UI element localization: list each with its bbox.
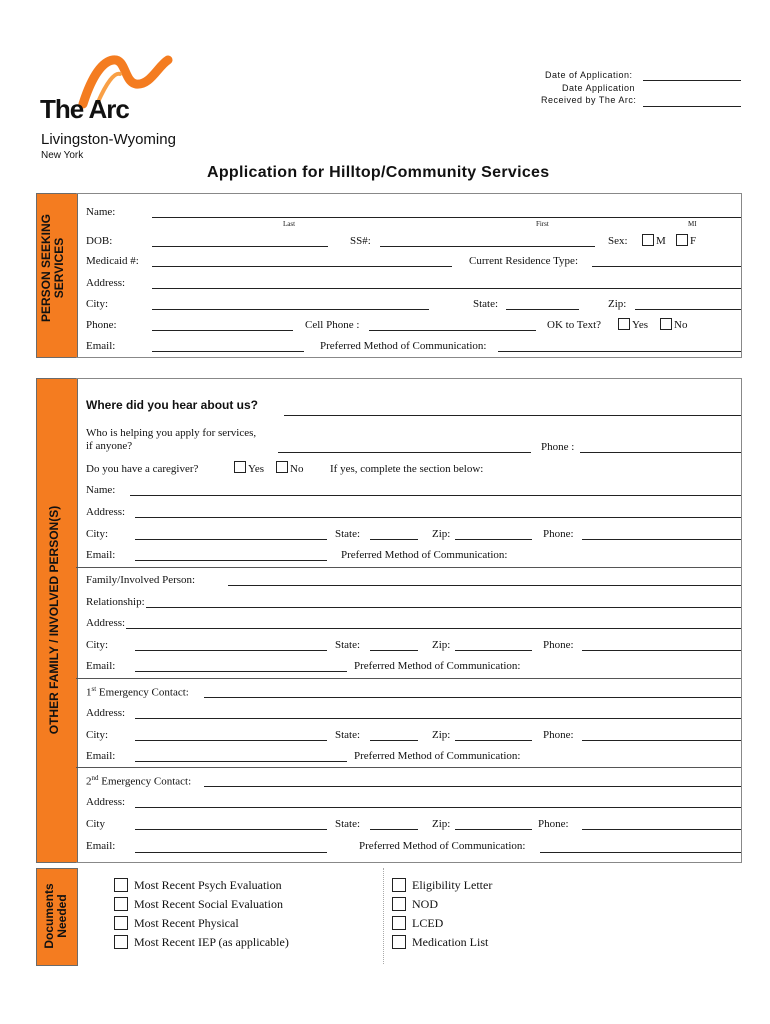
logo-state: New York <box>41 150 84 161</box>
emergency1-zip-label: Zip: <box>432 729 451 741</box>
emergency2-text: Emergency Contact: <box>98 775 192 788</box>
caregiver-preferred-comm-label: Preferred Method of Communication: <box>341 549 508 561</box>
who-helping-phone-field[interactable] <box>580 452 741 453</box>
family-address-field[interactable] <box>126 628 741 629</box>
emergency2-zip-label: Zip: <box>432 818 451 830</box>
zip-field[interactable] <box>635 309 741 310</box>
family-city-field[interactable] <box>135 650 327 651</box>
caregiver-city-label: City: <box>86 528 109 540</box>
emergency1-num: 1 <box>86 686 92 699</box>
name-field[interactable] <box>152 217 741 218</box>
emergency2-state-field[interactable] <box>370 829 418 830</box>
date-of-application-label: Date of Application: <box>545 70 633 80</box>
date-received-field[interactable] <box>643 106 741 107</box>
emergency2-phone-label: Phone: <box>538 818 569 830</box>
doc-physical-label: Most Recent Physical <box>134 916 239 930</box>
emergency2-sup: nd <box>91 774 99 782</box>
doc-iep-checkbox[interactable] <box>114 935 128 949</box>
emergency2-field[interactable] <box>204 786 741 787</box>
sex-m-checkbox[interactable] <box>642 234 654 246</box>
caregiver-zip-field[interactable] <box>455 539 532 540</box>
caregiver-email-label: Email: <box>86 549 116 561</box>
relationship-field[interactable] <box>146 607 741 608</box>
documents-divider <box>383 868 384 964</box>
sex-m-label: M <box>656 235 666 247</box>
family-state-label: State: <box>335 639 361 651</box>
caregiver-question: Do you have a caregiver? <box>86 463 199 475</box>
city-field[interactable] <box>152 309 429 310</box>
caregiver-state-field[interactable] <box>370 539 418 540</box>
family-email-field[interactable] <box>135 671 347 672</box>
ok-to-text-yes-checkbox[interactable] <box>618 318 630 330</box>
address-field[interactable] <box>152 288 741 289</box>
email-label: Email: <box>86 340 116 352</box>
separator-3 <box>76 767 741 768</box>
family-address-label: Address: <box>86 617 126 629</box>
emergency1-phone-label: Phone: <box>543 729 574 741</box>
emergency2-phone-field[interactable] <box>582 829 741 830</box>
doc-nod-checkbox[interactable] <box>392 897 406 911</box>
emergency1-preferred-comm-label: Preferred Method of Communication: <box>354 750 521 762</box>
doc-psych-eval-label: Most Recent Psych Evaluation <box>134 878 282 892</box>
state-field[interactable] <box>506 309 579 310</box>
emergency2-label <box>86 774 191 788</box>
caregiver-email-field[interactable] <box>135 560 327 561</box>
family-involved-label: Family/Involved Person: <box>86 574 196 586</box>
caregiver-yes-checkbox[interactable] <box>234 461 246 473</box>
caregiver-no-label: No <box>290 463 304 475</box>
doc-psych-eval-checkbox[interactable] <box>114 878 128 892</box>
person-seeking-services-tab-label: PERSON SEEKING SERVICES <box>39 213 66 323</box>
if-yes-note: If yes, complete the section below: <box>330 463 484 475</box>
doc-nod-label: NOD <box>412 897 438 911</box>
family-zip-field[interactable] <box>455 650 532 651</box>
emergency1-text: Emergency Contact: <box>96 686 189 699</box>
emergency1-city-label: City: <box>86 729 109 741</box>
where-heard-heading: Where did you hear about us? <box>86 398 259 412</box>
emergency2-email-label: Email: <box>86 840 116 852</box>
state-label: State: <box>473 298 499 310</box>
email-field[interactable] <box>152 351 304 352</box>
emergency2-preferred-comm-field[interactable] <box>540 852 741 853</box>
sex-f-checkbox[interactable] <box>676 234 688 246</box>
emergency2-email-field[interactable] <box>135 852 327 853</box>
caregiver-state-label: State: <box>335 528 361 540</box>
date-received-label-2: Received by The Arc: <box>541 95 637 105</box>
doc-eligibility-letter-label: Eligibility Letter <box>412 878 493 892</box>
ok-to-text-yes-label: Yes <box>632 319 649 331</box>
who-helping-label-2: if anyone? <box>86 440 133 452</box>
caregiver-phone-label: Phone: <box>543 528 574 540</box>
relationship-label: Relationship: <box>86 596 145 608</box>
emergency1-zip-field[interactable] <box>455 740 532 741</box>
logo <box>38 52 198 167</box>
first-caption: First <box>536 220 549 228</box>
who-helping-label-1: Who is helping you apply for services, <box>86 427 257 439</box>
family-email-label: Email: <box>86 660 116 672</box>
mi-caption: MI <box>688 220 697 228</box>
dob-field[interactable] <box>152 246 328 247</box>
cell-phone-field[interactable] <box>369 330 536 331</box>
caregiver-phone-field[interactable] <box>582 539 741 540</box>
emergency2-zip-field[interactable] <box>455 829 532 830</box>
last-caption: Last <box>283 220 296 228</box>
caregiver-name-field[interactable] <box>130 495 741 496</box>
emergency1-phone-field[interactable] <box>582 740 741 741</box>
ss-label: SS#: <box>350 235 371 247</box>
doc-iep-label: Most Recent IEP (as applicable) <box>134 935 289 949</box>
ok-to-text-no-checkbox[interactable] <box>660 318 672 330</box>
documents-needed-tab-label: Documents Needed <box>42 883 69 949</box>
doc-social-eval-label: Most Recent Social Evaluation <box>134 897 283 911</box>
emergency1-sup: st <box>91 685 97 693</box>
doc-physical-checkbox[interactable] <box>114 916 128 930</box>
medicaid-field[interactable] <box>152 266 452 267</box>
emergency2-address-label: Address: <box>86 796 126 808</box>
emergency1-state-label: State: <box>335 729 361 741</box>
doc-lced-checkbox[interactable] <box>392 916 406 930</box>
separator-2 <box>76 678 741 679</box>
preferred-comm-field[interactable] <box>498 351 741 352</box>
ok-to-text-label: OK to Text? <box>547 319 602 331</box>
address-label: Address: <box>86 277 126 289</box>
name-label: Name: <box>86 206 116 218</box>
emergency1-address-label: Address: <box>86 707 126 719</box>
sex-f-label: F <box>690 235 697 247</box>
doc-social-eval-checkbox[interactable] <box>114 897 128 911</box>
caregiver-name-label: Name: <box>86 484 116 496</box>
date-of-application-field[interactable] <box>643 80 741 81</box>
page-title: Application for Hilltop/Community Services <box>207 164 550 181</box>
emergency1-label <box>86 685 189 699</box>
logo-brand: The Arc <box>40 94 129 124</box>
caregiver-zip-label: Zip: <box>432 528 451 540</box>
emergency1-address-field[interactable] <box>135 718 741 719</box>
preferred-comm-label: Preferred Method of Communication: <box>320 340 487 352</box>
emergency2-preferred-comm-label: Preferred Method of Communication: <box>359 840 526 852</box>
doc-medication-list-checkbox[interactable] <box>392 935 406 949</box>
phone-label: Phone: <box>86 319 117 331</box>
sex-label: Sex: <box>608 235 628 247</box>
doc-medication-list-label: Medication List <box>412 935 489 949</box>
who-helping-phone-label: Phone : <box>541 441 575 453</box>
family-section-box <box>76 378 742 863</box>
residence-type-label: Current Residence Type: <box>469 255 578 267</box>
family-zip-label: Zip: <box>432 639 451 651</box>
medicaid-label: Medicaid #: <box>86 255 139 267</box>
emergency1-city-field[interactable] <box>135 740 327 741</box>
separator-1 <box>76 567 741 568</box>
family-state-field[interactable] <box>370 650 418 651</box>
emergency1-email-field[interactable] <box>135 761 347 762</box>
caregiver-no-checkbox[interactable] <box>276 461 288 473</box>
family-phone-field[interactable] <box>582 650 741 651</box>
family-preferred-comm-label: Preferred Method of Communication: <box>354 660 521 672</box>
family-city-label: City: <box>86 639 109 651</box>
city-label: City: <box>86 298 109 310</box>
caregiver-city-field[interactable] <box>135 539 327 540</box>
emergency2-city-field[interactable] <box>135 829 327 830</box>
family-phone-label: Phone: <box>543 639 574 651</box>
doc-lced-label: LCED <box>412 916 444 930</box>
caregiver-yes-label: Yes <box>248 463 265 475</box>
phone-field[interactable] <box>152 330 293 331</box>
emergency2-num: 2 <box>86 775 92 788</box>
doc-eligibility-letter-checkbox[interactable] <box>392 878 406 892</box>
emergency2-state-label: State: <box>335 818 361 830</box>
caregiver-address-field[interactable] <box>135 517 741 518</box>
zip-label: Zip: <box>608 298 627 310</box>
other-family-tab-label: OTHER FAMILY / INVOLVED PERSON(S) <box>47 505 61 735</box>
emergency1-email-label: Email: <box>86 750 116 762</box>
caregiver-address-label: Address: <box>86 506 126 518</box>
who-helping-field[interactable] <box>278 452 531 453</box>
emergency1-state-field[interactable] <box>370 740 418 741</box>
residence-type-field[interactable] <box>592 266 741 267</box>
emergency2-city-label: City <box>86 818 105 830</box>
date-received-label-1: Date Application <box>562 83 636 93</box>
cell-phone-label: Cell Phone : <box>305 319 360 331</box>
ok-to-text-no-label: No <box>674 319 688 331</box>
where-heard-field[interactable] <box>284 415 741 416</box>
dob-label: DOB: <box>86 235 113 247</box>
logo-region: Livingston-Wyoming <box>41 131 176 148</box>
ss-field[interactable] <box>380 246 595 247</box>
emergency2-address-field[interactable] <box>135 807 741 808</box>
family-involved-field[interactable] <box>228 585 741 586</box>
emergency1-field[interactable] <box>204 697 741 698</box>
